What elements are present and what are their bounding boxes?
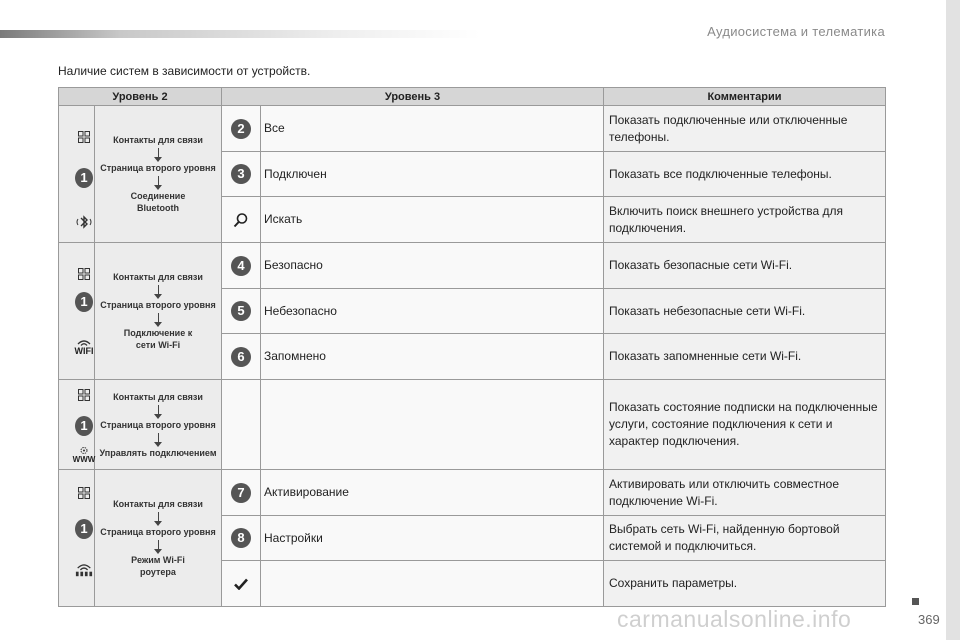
search-icon: [233, 212, 249, 226]
grid-icon: [75, 386, 93, 404]
grid-icon: [75, 484, 93, 502]
number-cell: 2: [222, 106, 261, 152]
wifi-label: WIFI: [74, 346, 94, 356]
level1-badge: 1: [75, 169, 93, 187]
flow-step: Страница второго уровня: [100, 527, 216, 537]
level1-badge: 1: [75, 520, 93, 538]
flow-step: Соединение Bluetooth: [130, 191, 186, 213]
wifi-hotspot-icon: [75, 560, 93, 578]
watermark: carmanualsonline.info: [617, 606, 852, 632]
table-row: [59, 243, 886, 289]
number-cell: [222, 380, 261, 470]
flow-step: Контакты для связи: [113, 272, 203, 282]
arrow-down-icon: [158, 285, 159, 297]
level3-cell: Запомнено: [261, 334, 604, 380]
grid-icon: [75, 265, 93, 283]
flow-cell-www: [95, 380, 222, 470]
level1-badge: 1: [75, 417, 93, 435]
comment-cell: Показать небезопасные сети Wi-Fi.: [604, 289, 886, 334]
arrow-down-icon: [158, 176, 159, 188]
comment-cell: Включить поиск внешнего устройства для подключения.: [604, 197, 886, 243]
number-cell: [222, 197, 261, 243]
level1-badge: 1: [75, 293, 93, 311]
header-level2: Уровень 2: [59, 88, 222, 106]
table-row: [59, 106, 886, 152]
header-level3: Уровень 3: [222, 88, 604, 106]
level3-cell: [261, 561, 604, 607]
wifi-icon: [75, 338, 93, 356]
number-cell: 8: [222, 516, 261, 561]
level3-cell: [261, 380, 604, 470]
icon-cell-www: [59, 380, 95, 470]
arrow-down-icon: [158, 405, 159, 417]
flow-step: Контакты для связи: [113, 499, 203, 509]
grid-icon: [75, 128, 93, 146]
arrow-down-icon: [158, 433, 159, 445]
arrow-down-icon: [158, 540, 159, 552]
arrow-down-icon: [158, 313, 159, 325]
number-cell: 5: [222, 289, 261, 334]
comment-cell: Показать все подключенные телефоны.: [604, 152, 886, 197]
comment-cell: Активировать или отключить совместное подключение Wi-Fi.: [604, 470, 886, 516]
number-cell: 7: [222, 470, 261, 516]
level3-cell: Небезопасно: [261, 289, 604, 334]
page-number: 369: [918, 612, 940, 627]
level3-cell: Искать: [261, 197, 604, 243]
number-cell: 6: [222, 334, 261, 380]
flow-cell-bluetooth: [95, 106, 222, 243]
icon-cell-wifi: [59, 243, 95, 380]
arrow-down-icon: [158, 512, 159, 524]
header-comments: Комментарии: [604, 88, 886, 106]
flow-step: Страница второго уровня: [100, 163, 216, 173]
level3-cell: Все: [261, 106, 604, 152]
level3-cell: Активирование: [261, 470, 604, 516]
number-cell: [222, 561, 261, 607]
level3-cell: Безопасно: [261, 243, 604, 289]
table-row: [59, 470, 886, 516]
comment-cell: Выбрать сеть Wi-Fi, найденную бортовой системой и подключиться.: [604, 516, 886, 561]
icon-cell-bluetooth: [59, 106, 95, 243]
table-row: [59, 380, 886, 470]
bluetooth-icon: [75, 213, 93, 231]
icon-cell-hotspot: [59, 470, 95, 607]
section-title: Аудиосистема и телематика: [707, 24, 885, 39]
comment-cell: Сохранить параметры.: [604, 561, 886, 607]
arrow-down-icon: [158, 148, 159, 160]
flow-step: Страница второго уровня: [100, 419, 216, 430]
comment-cell: Показать подключенные или отключенные телефоны.: [604, 106, 886, 152]
number-cell: 3: [222, 152, 261, 197]
flow-step: Страница второго уровня: [100, 300, 216, 310]
flow-cell-hotspot: [95, 470, 222, 607]
flow-cell-wifi: [95, 243, 222, 380]
comment-cell: Показать запомненные сети Wi-Fi.: [604, 334, 886, 380]
level3-cell: Подключен: [261, 152, 604, 197]
comment-cell: Показать состояние подписки на подключенные услуги, состояние подключения к сети и характер подключения.: [604, 380, 886, 470]
intro-text: Наличие систем в зависимости от устройств.: [58, 64, 311, 78]
flow-step: Подключение к сети Wi-Fi: [123, 328, 193, 350]
level3-cell: Настройки: [261, 516, 604, 561]
footer-marker: [912, 598, 919, 605]
flow-step: Контакты для связи: [113, 135, 203, 145]
flow-step: Контакты для связи: [113, 391, 203, 402]
table-header-row: [59, 88, 886, 106]
www-label: WWW: [72, 455, 96, 464]
number-cell: 4: [222, 243, 261, 289]
checkmark-icon: [234, 576, 248, 590]
flow-step: Режим Wi-Fi роутера: [131, 555, 185, 577]
www-icon: [72, 446, 96, 464]
header-gradient-bar: [0, 30, 480, 38]
comment-cell: Показать безопасные сети Wi-Fi.: [604, 243, 886, 289]
flow-step: Управлять подключением: [99, 447, 217, 458]
page-edge-strip: [946, 0, 960, 640]
systems-table: [58, 87, 886, 607]
